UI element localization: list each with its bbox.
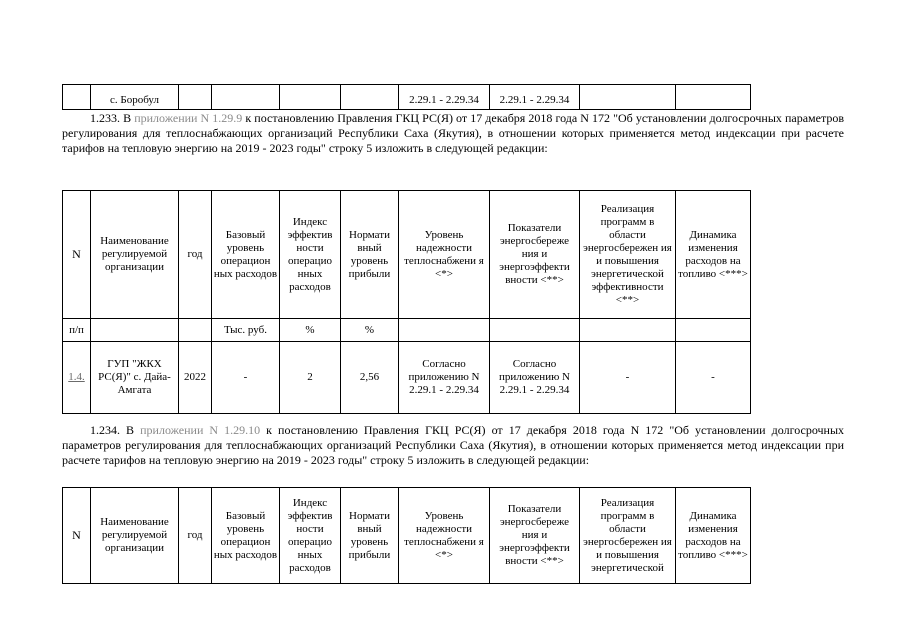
unit-programs [580, 319, 676, 342]
header-programs: Реализация программ в области энергосбережен ия и повышения энергетической [580, 488, 676, 584]
parameters-table-2 [62, 487, 751, 584]
header-programs: Реализация программ в области энергосбережен ия и повышения энергетической эффективности <**> [580, 191, 676, 319]
table-units-row [63, 319, 751, 342]
paragraph-text: к постановлению Правления ГКЦ РС(Я) от 17 декабря 2018 года N 172 "Об установлении долгосрочных параметров регулирования для теплоснабжающих организаций Республики Саха (Якутия), в отношении которых применяется метод индексации при расчете тарифов на тепловую энергию на 2019 - 2023 годы" строку 5 изложить в следующей редакции: [62, 111, 845, 155]
cell-profit [341, 85, 399, 110]
cell-energy: 2.29.1 - 2.29.34 [490, 85, 580, 110]
header-index: Индекс эффектив ности операцио нных расходов [280, 488, 341, 584]
cell-year [179, 85, 212, 110]
row-programs: - [580, 342, 676, 414]
header-index: Индекс эффектив ности операцио нных расходов [280, 191, 341, 319]
header-base: Базовый уровень операцион ных расходов [212, 191, 280, 319]
paragraph-prefix: В [126, 423, 135, 437]
row-energy: Согласно приложению N 2.29.1 - 2.29.34 [490, 342, 580, 414]
header-reliability: Уровень надежности теплоснабжени я <*> [399, 191, 490, 319]
unit-fuel [676, 319, 751, 342]
unit-base: Тыс. руб. [212, 319, 280, 342]
cell-reliability: 2.29.1 - 2.29.34 [399, 85, 490, 110]
header-n: N [63, 488, 91, 584]
table-header-row [63, 488, 751, 584]
cell-base [212, 85, 280, 110]
unit-index: % [280, 319, 341, 342]
paragraph-1233 [62, 111, 844, 156]
row-profit: 2,56 [341, 342, 399, 414]
cell-programs [580, 85, 676, 110]
header-name: Наименование регулируемой организации [91, 191, 179, 319]
header-reliability: Уровень надежности теплоснабжени я <*> [399, 488, 490, 584]
header-year: год [179, 488, 212, 584]
paragraph-number: 1.234. [90, 423, 120, 437]
row-fuel: - [676, 342, 751, 414]
unit-year [179, 319, 212, 342]
unit-name [91, 319, 179, 342]
header-fuel: Динамика изменения расходов на топливо <***> [676, 488, 751, 584]
cell-num [63, 85, 91, 110]
cell-fuel [676, 85, 751, 110]
table-row [63, 342, 751, 414]
header-profit: Нормати вный уровень прибыли [341, 191, 399, 319]
row-base: - [212, 342, 280, 414]
paragraph-1234 [62, 423, 844, 468]
unit-energy [490, 319, 580, 342]
cell-org: с. Боробул [91, 85, 179, 110]
row-year: 2022 [179, 342, 212, 414]
table-row [63, 85, 751, 110]
header-energy: Показатели энергосбереже ния и энергоэффекти вности <**> [490, 191, 580, 319]
header-base: Базовый уровень операцион ных расходов [212, 488, 280, 584]
appendix-link[interactable]: приложении N 1.29.9 [134, 111, 243, 125]
cell-index [280, 85, 341, 110]
row-index: 2 [280, 342, 341, 414]
header-n: N [63, 191, 91, 319]
appendix-link[interactable]: приложении N 1.29.10 [140, 423, 261, 437]
row-number: 1.4. [63, 342, 91, 414]
header-name: Наименование регулируемой организации [91, 488, 179, 584]
paragraph-number: 1.233. [90, 111, 120, 125]
row-reliability: Согласно приложению N 2.29.1 - 2.29.34 [399, 342, 490, 414]
header-profit: Нормати вный уровень прибыли [341, 488, 399, 584]
header-year: год [179, 191, 212, 319]
parameters-table [62, 190, 751, 414]
row-org: ГУП "ЖКХ РС(Я)" с. Дайа-Амгата [91, 342, 179, 414]
unit-n: п/п [63, 319, 91, 342]
header-energy: Показатели энергосбереже ния и энергоэффекти вности <**> [490, 488, 580, 584]
unit-profit: % [341, 319, 399, 342]
table-header-row [63, 191, 751, 319]
paragraph-prefix: В [123, 111, 132, 125]
paragraph-text: к постановлению Правления ГКЦ РС(Я) от 17 декабря 2018 года N 172 "Об установлении долгосрочных параметров регулирования для теплоснабжающих организаций Республики Саха (Якутия), в отношении которых применяется метод индексации при расчете тарифов на тепловую энергию на 2019 - 2023 годы" строку 5 изложить в следующей редакции: [62, 423, 845, 467]
previous-table-fragment [62, 84, 751, 110]
unit-reliability [399, 319, 490, 342]
header-fuel: Динамика изменения расходов на топливо <***> [676, 191, 751, 319]
